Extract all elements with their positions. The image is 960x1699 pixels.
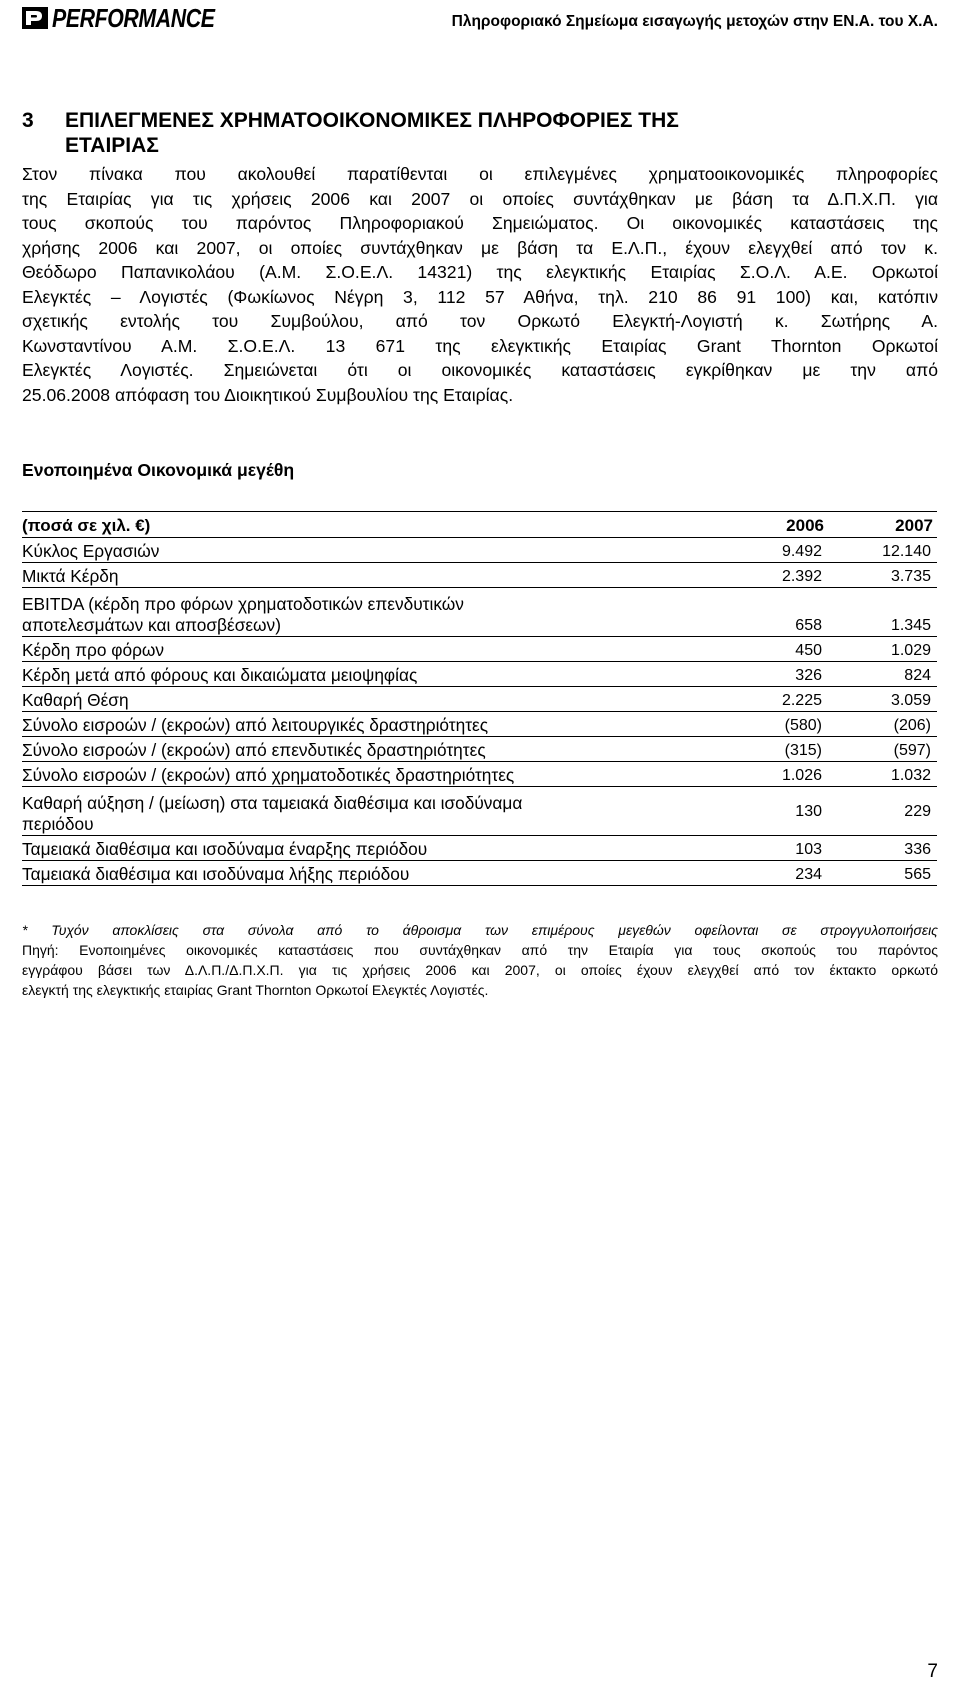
paragraph-line: χρήσης 2006 και 2007, οι οποίες συντάχθηκαν με βάση τα Ε.Λ.Π., έχουν ελεγχθεί από τον κ. (22, 237, 938, 258)
row-label-line-1: Καθαρή αύξηση / (μείωση) στα ταμειακά διαθέσιμα και ισοδύναμα (22, 793, 523, 813)
row-label: Ταμειακά διαθέσιμα και ισοδύναμα λήξης περιόδου (22, 861, 718, 886)
value-2006: 2.225 (718, 687, 828, 712)
row-label: Σύνολο εισροών / (εκροών) από χρηματοδοτικές δραστηριότητες (22, 762, 718, 787)
value-2007: 3.059 (828, 687, 937, 712)
row-label-line-2: περιόδου (22, 814, 94, 834)
value-2006: 326 (718, 662, 828, 687)
value-2006: 103 (718, 836, 828, 861)
table-header-row (22, 512, 937, 538)
header-title: Πληροφοριακό Σημείωμα εισαγωγής μετοχών στην ΕΝ.Α. του Χ.Α. (451, 13, 938, 30)
table-row (22, 662, 937, 687)
paragraph-line: 25.06.2008 απόφαση του Διοικητικού Συμβουλίου της Εταιρίας. (22, 384, 514, 405)
value-2006: (580) (718, 712, 828, 737)
table-row (22, 637, 937, 662)
performance-logo-icon (22, 7, 48, 29)
value-2006: (315) (718, 737, 828, 762)
financial-table (22, 511, 937, 886)
paragraph-line: Θεόδωρο Παπανικολάου (Α.Μ. Σ.Ο.Ε.Λ. 14321) της ελεγκτικής Εταιρίας Σ.Ο.Λ. Α.Ε. Ορκωτοί (22, 262, 938, 282)
logo (22, 3, 250, 33)
table-row (22, 762, 937, 787)
value-2006: 1.026 (718, 762, 828, 787)
section-title-line-2: ΕΤΑΙΡΙΑΣ (65, 134, 159, 157)
value-2007: 3.735 (828, 563, 937, 588)
row-label (22, 588, 718, 637)
table-row (22, 687, 937, 712)
footnotes (22, 920, 938, 1000)
value-2007: 1.029 (828, 637, 937, 662)
value-2007: (206) (828, 712, 937, 737)
section-title (22, 108, 922, 158)
value-2006: 130 (718, 787, 828, 836)
consolidated-figures-heading: Ενοποιημένα Οικονομικά μεγέθη (22, 460, 295, 480)
table-row (22, 538, 937, 563)
row-label (22, 787, 718, 836)
table-row (22, 787, 937, 836)
value-2007: 229 (828, 787, 937, 836)
table-header-2007: 2007 (828, 512, 937, 538)
paragraph-line: Κωνσταντίνου Α.Μ. Σ.Ο.Ε.Λ. 13 671 της ελεγκτικής Εταιρίας Grant Thornton Ορκωτοί (22, 335, 938, 356)
value-2007: 336 (828, 836, 937, 861)
paragraph-line: Στον πίνακα που ακολουθεί παρατίθενται οι επιλεγμένες χρηματοοικονομικές πληροφορίες (22, 164, 938, 184)
paragraph-line: Ελεγκτές Λογιστές. Σημειώνεται ότι οι οικονομικές καταστάσεις εγκρίθηκαν με την από (22, 360, 938, 380)
table-header-label: (ποσά σε χιλ. €) (22, 512, 718, 538)
row-label-line-2: αποτελεσμάτων και αποσβέσεων) (22, 615, 281, 635)
paragraph-line: σχετικής εντολής του Συμβούλου, από τον Ορκωτό Ελεγκτή-Λογιστή κ. Σωτήρης Α. (22, 311, 938, 331)
paragraph-line: Ελεγκτές – Λογιστές (Φωκίωνος Νέγρη 3, 112 57 Αθήνα, τηλ. 210 86 91 100) και, κατόπιν (22, 286, 938, 307)
value-2006: 9.492 (718, 538, 828, 563)
table-row (22, 563, 937, 588)
logo-text: PERFORMANCE (52, 2, 215, 33)
section-title-line-1: ΕΠΙΛΕΓΜΕΝΕΣ ΧΡΗΜΑΤΟΟΙΚΟΝΟΜΙΚΕΣ ΠΛΗΡΟΦΟΡΙΕΣ ΤΗΣ (65, 109, 679, 132)
value-2007: 1.345 (828, 588, 937, 637)
row-label: Σύνολο εισροών / (εκροών) από επενδυτικές δραστηριότητες (22, 737, 718, 762)
row-label: Κύκλος Εργασιών (22, 538, 718, 563)
source-line: Πηγή: Ενοποιημένες οικονομικές καταστάσεις που συντάχθηκαν από την Εταιρία για τους σκοπούς του παρόντος (22, 942, 938, 958)
table-header-2006: 2006 (718, 512, 828, 538)
value-2007: 824 (828, 662, 937, 687)
table-row (22, 836, 937, 861)
value-2007: 565 (828, 861, 937, 886)
section-number: 3 (22, 109, 34, 132)
row-label: Ταμειακά διαθέσιμα και ισοδύναμα έναρξης περιόδου (22, 836, 718, 861)
row-label: Κέρδη μετά από φόρους και δικαιώματα μειοψηφίας (22, 662, 718, 687)
table-row (22, 712, 937, 737)
value-2006: 450 (718, 637, 828, 662)
value-2006: 234 (718, 861, 828, 886)
intro-paragraph (22, 162, 938, 407)
paragraph-line: τους σκοπούς του παρόντος Πληροφοριακού Σημειώματος. Οι οικονομικές καταστάσεις της (22, 213, 938, 233)
value-2007: 1.032 (828, 762, 937, 787)
row-label-line-1: EBITDA (κέρδη προ φόρων χρηματοδοτικών επενδυτικών (22, 594, 464, 614)
source-line: εγγράφου βάσει των Δ.Λ.Π./Δ.Π.Χ.Π. για τις χρήσεις 2006 και 2007, οι οποίες έχουν ελεγχθεί από τον έκτακτο ορκωτό (22, 962, 938, 978)
row-label: Μικτά Κέρδη (22, 563, 718, 588)
paragraph-line: της Εταιρίας για τις χρήσεις 2006 και 2007 οι οποίες συντάχθηκαν με βάση τα Δ.Π.Χ.Π. για (22, 188, 938, 209)
value-2007: 12.140 (828, 538, 937, 563)
rounding-note: * Τυχόν αποκλίσεις στα σύνολα από το άθροισμα των επιμέρους μεγεθών οφείλονται σε στρογγυλοποιήσεις (22, 922, 938, 938)
row-label: Κέρδη προ φόρων (22, 637, 718, 662)
page-number: 7 (927, 1661, 938, 1682)
value-2006: 2.392 (718, 563, 828, 588)
value-2007: (597) (828, 737, 937, 762)
value-2006: 658 (718, 588, 828, 637)
row-label: Σύνολο εισροών / (εκροών) από λειτουργικές δραστηριότητες (22, 712, 718, 737)
page-header (22, 3, 938, 33)
table-row (22, 737, 937, 762)
row-label: Καθαρή Θέση (22, 687, 718, 712)
source-line: ελεγκτή της ελεγκτικής εταιρίας Grant Thornton Ορκωτοί Ελεγκτές Λογιστές. (22, 982, 489, 998)
table-row (22, 588, 937, 637)
table-row (22, 861, 937, 886)
